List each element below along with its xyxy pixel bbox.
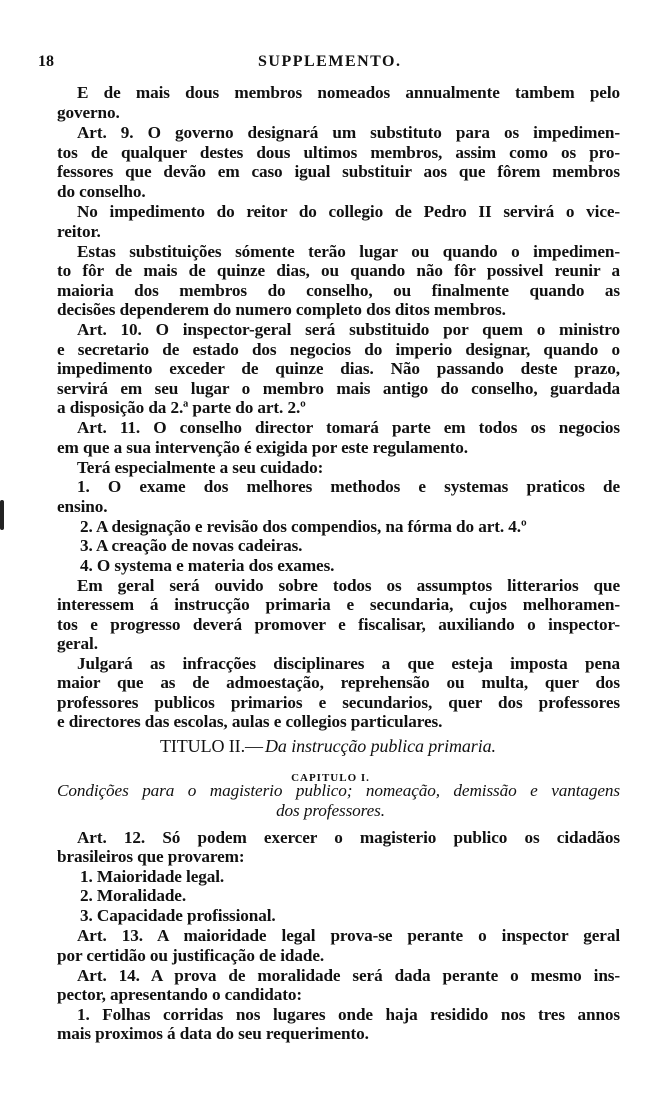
text-line: geral.: [57, 634, 98, 653]
text-line: 2. A designação e revisão dos compendios, na fórma do art. 4.º: [80, 517, 527, 536]
text-line: 3. Capacidade profissional.: [80, 906, 276, 925]
chapter-heading: CAPITULO I.: [291, 772, 370, 784]
chapter-subtitle: Condições para o magisterio publico; nomeação, demissão e vantagens: [57, 781, 620, 800]
text-line: 1. O exame dos melhores methodos e systemas praticos de: [77, 477, 620, 496]
text-line: por certidão ou justificação de idade.: [57, 946, 325, 965]
text-line: ensino.: [57, 497, 108, 516]
text-line: impedimento exceder de quinze dias. Não passando deste prazo,: [57, 359, 620, 378]
text-line: do conselho.: [57, 182, 146, 201]
text-line: Art. 14. A prova de moralidade será dada perante o mesmo ins-: [77, 966, 620, 985]
text-line: e directores das escolas, aulas e collegios particulares.: [57, 712, 443, 731]
section-title: Da instrucção publica primaria.: [265, 736, 496, 756]
text-line: em que a sua intervenção é exigida por este regulamento.: [57, 438, 468, 457]
text-line: pector, apresentando o candidato:: [57, 985, 302, 1004]
text-line: Art. 10. O inspector-geral será substituido por quem o ministro: [77, 320, 620, 339]
text-line: 2. Moralidade.: [80, 886, 187, 905]
text-line: decisões dependerem do numero completo dos ditos membros.: [57, 300, 506, 319]
text-line: reitor.: [57, 222, 101, 241]
text-line: tos e progresso deverá promover e fiscalisar, auxiliando o inspector-: [57, 615, 620, 634]
text-line: Terá especialmente a seu cuidado:: [77, 458, 324, 477]
chapter-subtitle: dos professores.: [276, 801, 385, 820]
text-line: mais proximos á data do seu requerimento.: [57, 1024, 369, 1043]
text-line: 1. Maioridade legal.: [80, 867, 225, 886]
text-line: Julgará as infracções disciplinares a que esteja imposta pena: [77, 654, 620, 673]
text-line: Estas substituições sómente terão lugar ou quando o impedimen-: [77, 242, 620, 261]
text-line: 1. Folhas corridas nos lugares onde haja residido nos tres annos: [77, 1005, 620, 1024]
text-line: e secretario de estado dos negocios do imperio designar, quando o: [57, 340, 620, 359]
text-line: to fôr de mais de quinze dias, ou quando não fôr possivel reunir a: [57, 261, 620, 280]
text-line: a disposição da 2.ª parte do art. 2.º: [57, 398, 306, 417]
text-line: E de mais dous membros nomeados annualmente tambem pelo: [77, 83, 620, 102]
running-head: SUPPLEMENTO.: [258, 53, 402, 70]
text-line: Art. 9. O governo designará um substituto para os impedimen-: [77, 123, 620, 142]
text-line: professores publicos primarios e secundarios, quer dos professores: [57, 693, 620, 712]
text-line: governo.: [57, 103, 120, 122]
text-line: maioria dos membros do conselho, ou finalmente quando as: [57, 281, 620, 300]
text-line: tos de qualquer destes dous ultimos membros, assim como os pro-: [57, 143, 620, 162]
section-title: TITULO II.—: [160, 736, 263, 756]
text-line: Art. 12. Só podem exercer o magisterio publico os cidadãos: [77, 828, 620, 847]
text-line: interessem á instrucção primaria e secundaria, cujos melhoramen-: [57, 595, 620, 614]
text-line: No impedimento do reitor do collegio de Pedro II servirá o vice-: [77, 202, 620, 221]
text-line: Art. 11. O conselho director tomará parte em todos os negocios: [77, 418, 620, 437]
text-line: fessores que devão em caso igual substituir aos que fôrem membros: [57, 162, 620, 181]
text-line: Art. 13. A maioridade legal prova-se perante o inspector geral: [77, 926, 620, 945]
text-line: brasileiros que provarem:: [57, 847, 245, 866]
text-line: Em geral será ouvido sobre todos os assumptos litterarios que: [77, 576, 620, 595]
text-line: 4. O systema e materia dos exames.: [80, 556, 335, 575]
page-number: 18: [38, 53, 54, 70]
text-line: 3. A creação de novas cadeiras.: [80, 536, 303, 555]
text-line: servirá em seu lugar o membro mais antigo do conselho, guardada: [57, 379, 620, 398]
text-line: maior que as de admoestação, reprehensão ou multa, quer dos: [57, 673, 620, 692]
margin-mark: [0, 500, 4, 530]
